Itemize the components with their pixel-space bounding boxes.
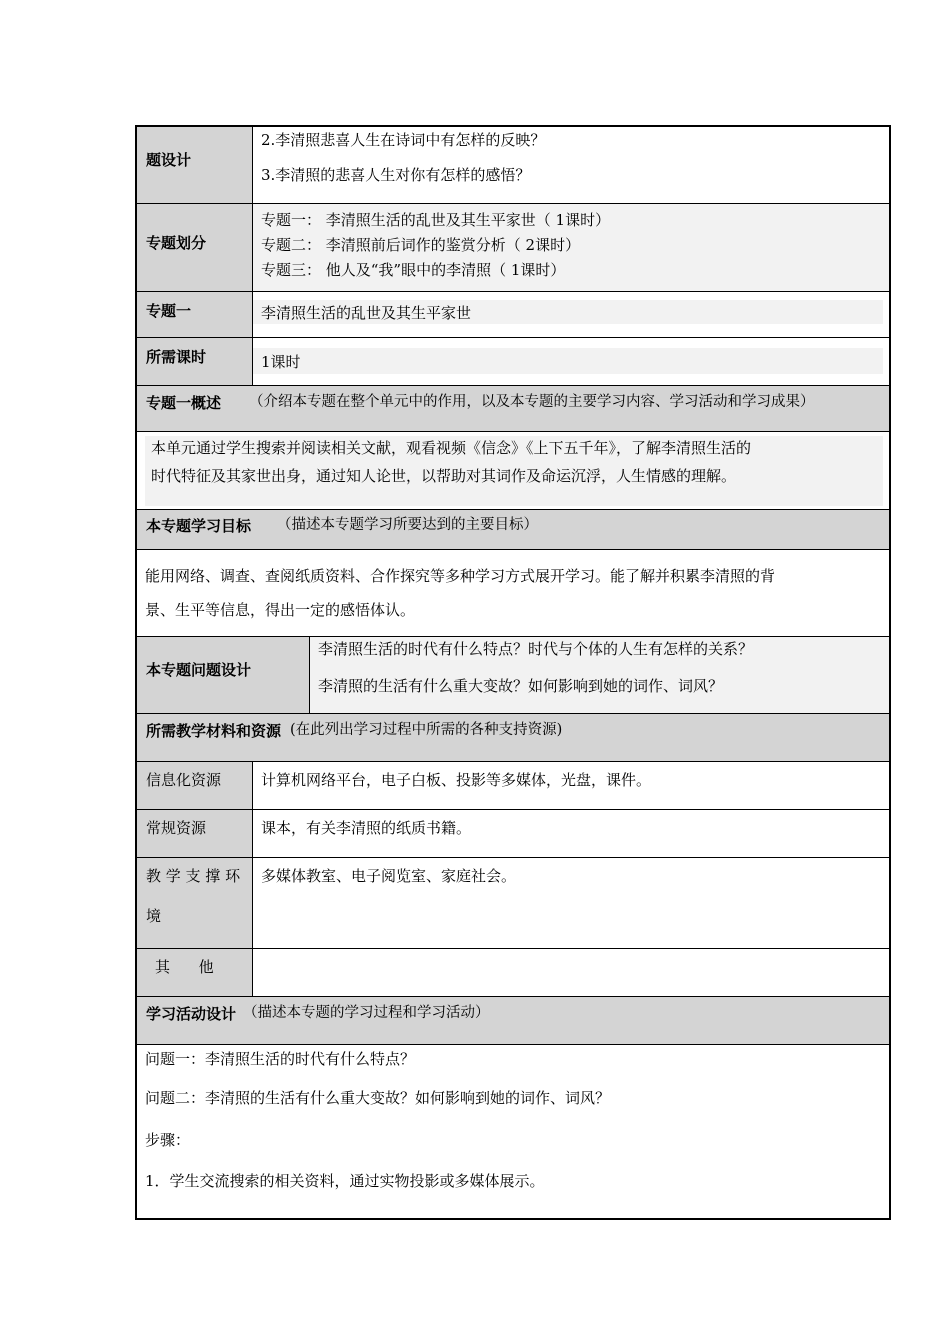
value-cell bbox=[252, 762, 889, 809]
overview-line-2: 时代特征及其家世出身，通过知人论世，以帮助对其词作及命运沉浮，人生情感的理解。 bbox=[151, 467, 737, 485]
row-topic-one bbox=[137, 291, 889, 337]
environment-label-line1: 教 学 支 撑 环 bbox=[146, 867, 241, 885]
row-goals-header bbox=[137, 509, 889, 549]
environment-value: 多媒体教室、电子阅览室、家庭社会。 bbox=[261, 867, 517, 885]
row-activities-header bbox=[137, 996, 889, 1044]
topic-division-label: 专题划分 bbox=[146, 234, 207, 252]
topic-one-label: 专题一 bbox=[146, 302, 192, 320]
overview-note: （介绍本专题在整个单元中的作用，以及本专题的主要学习内容、学习活动和学习成果） bbox=[249, 394, 815, 410]
row-environment bbox=[137, 857, 889, 948]
goals-title: 本专题学习目标 bbox=[146, 517, 252, 535]
row-other bbox=[137, 948, 889, 996]
value-cell bbox=[252, 949, 889, 996]
label-cell bbox=[137, 204, 252, 291]
row-overview-body bbox=[137, 431, 889, 509]
question-line-3: 3.李清照的悲喜人生对你有怎样的感悟？ bbox=[261, 166, 531, 184]
topic-one-value: 李清照生活的乱世及其生平家世 bbox=[261, 304, 472, 322]
row-topic-division bbox=[137, 203, 889, 291]
row-activities-body bbox=[137, 1044, 889, 1218]
regular-resources-value: 课本，有关李清照的纸质书籍。 bbox=[261, 819, 472, 837]
activity-line-3: 步骤： bbox=[145, 1131, 191, 1149]
overview-title: 专题一概述 bbox=[146, 394, 222, 412]
problem-design-label: 本专题问题设计 bbox=[146, 661, 252, 679]
label-cell bbox=[137, 949, 252, 996]
value-cell bbox=[252, 127, 889, 203]
activity-line-4: 1．学生交流搜索的相关资料，通过实物投影或多媒体展示。 bbox=[145, 1172, 545, 1190]
activities-note: （描述本专题的学习过程和学习活动） bbox=[243, 1005, 490, 1021]
row-overview-header bbox=[137, 385, 889, 431]
label-cell bbox=[137, 858, 252, 948]
hours-value: 1课时 bbox=[261, 353, 301, 371]
topic-line-2: 专题二： 李清照前后词作的鉴赏分析（ 2课时） bbox=[261, 236, 581, 254]
other-label: 其 他 bbox=[155, 958, 214, 976]
row-it-resources bbox=[137, 761, 889, 809]
it-resources-value: 计算机网络平台，电子白板、投影等多媒体，光盘，课件。 bbox=[261, 771, 652, 789]
row-hours bbox=[137, 337, 889, 385]
question-line-2: 2.李清照悲喜人生在诗词中有怎样的反映？ bbox=[261, 131, 546, 149]
regular-resources-label: 常规资源 bbox=[146, 819, 207, 837]
question-design-label: 题设计 bbox=[146, 151, 192, 169]
topic-line-1: 专题一： 李清照生活的乱世及其生平家世（ 1课时） bbox=[261, 211, 611, 229]
value-cell bbox=[309, 637, 889, 713]
environment-label-line2: 境 bbox=[146, 907, 162, 925]
materials-title: 所需教学材料和资源 bbox=[146, 722, 282, 740]
row-regular-resources bbox=[137, 809, 889, 857]
problem-line-2: 李清照的生活有什么重大变故？如何影响到她的词作、词风？ bbox=[318, 677, 724, 695]
goals-line-2: 景、生平等信息，得出一定的感悟体认。 bbox=[145, 601, 416, 619]
value-cell bbox=[252, 858, 889, 948]
value-cell bbox=[252, 204, 889, 291]
value-cell bbox=[252, 292, 889, 337]
label-cell bbox=[137, 292, 252, 337]
label-cell bbox=[137, 637, 309, 713]
problem-line-1: 李清照生活的时代有什么特点？时代与个体的人生有怎样的关系？ bbox=[318, 640, 754, 658]
activity-line-1: 问题一：李清照生活的时代有什么特点？ bbox=[145, 1050, 416, 1068]
lesson-plan-table bbox=[135, 125, 891, 1220]
label-cell bbox=[137, 810, 252, 857]
value-cell bbox=[252, 810, 889, 857]
goals-note: （描述本专题学习所要达到的主要目标） bbox=[277, 517, 538, 533]
goals-line-1: 能用网络、调查、查阅纸质资料、合作探究等多种学习方式展开学习。能了解并积累李清照的背 bbox=[145, 567, 776, 585]
label-cell bbox=[137, 762, 252, 809]
row-materials-header bbox=[137, 713, 889, 761]
row-question-design bbox=[137, 127, 889, 203]
activity-line-2: 问题二：李清照的生活有什么重大变故？如何影响到她的词作、词风？ bbox=[145, 1089, 611, 1107]
label-cell bbox=[137, 127, 252, 203]
materials-note: (在此列出学习过程中所需的各种支持资源) bbox=[290, 722, 563, 738]
value-cell bbox=[252, 338, 889, 385]
it-resources-label: 信息化资源 bbox=[146, 771, 222, 789]
topic-line-3: 专题三： 他人及“我”眼中的李清照（ 1课时） bbox=[261, 261, 566, 279]
row-problem-design bbox=[137, 636, 889, 713]
overview-line-1: 本单元通过学生搜索并阅读相关文献，观看视频《信念》《上下五千年》，了解李清照生活的 bbox=[151, 439, 752, 457]
hours-label: 所需课时 bbox=[146, 348, 207, 366]
activities-title: 学习活动设计 bbox=[146, 1005, 237, 1023]
label-cell bbox=[137, 338, 252, 385]
row-goals-body bbox=[137, 549, 889, 636]
